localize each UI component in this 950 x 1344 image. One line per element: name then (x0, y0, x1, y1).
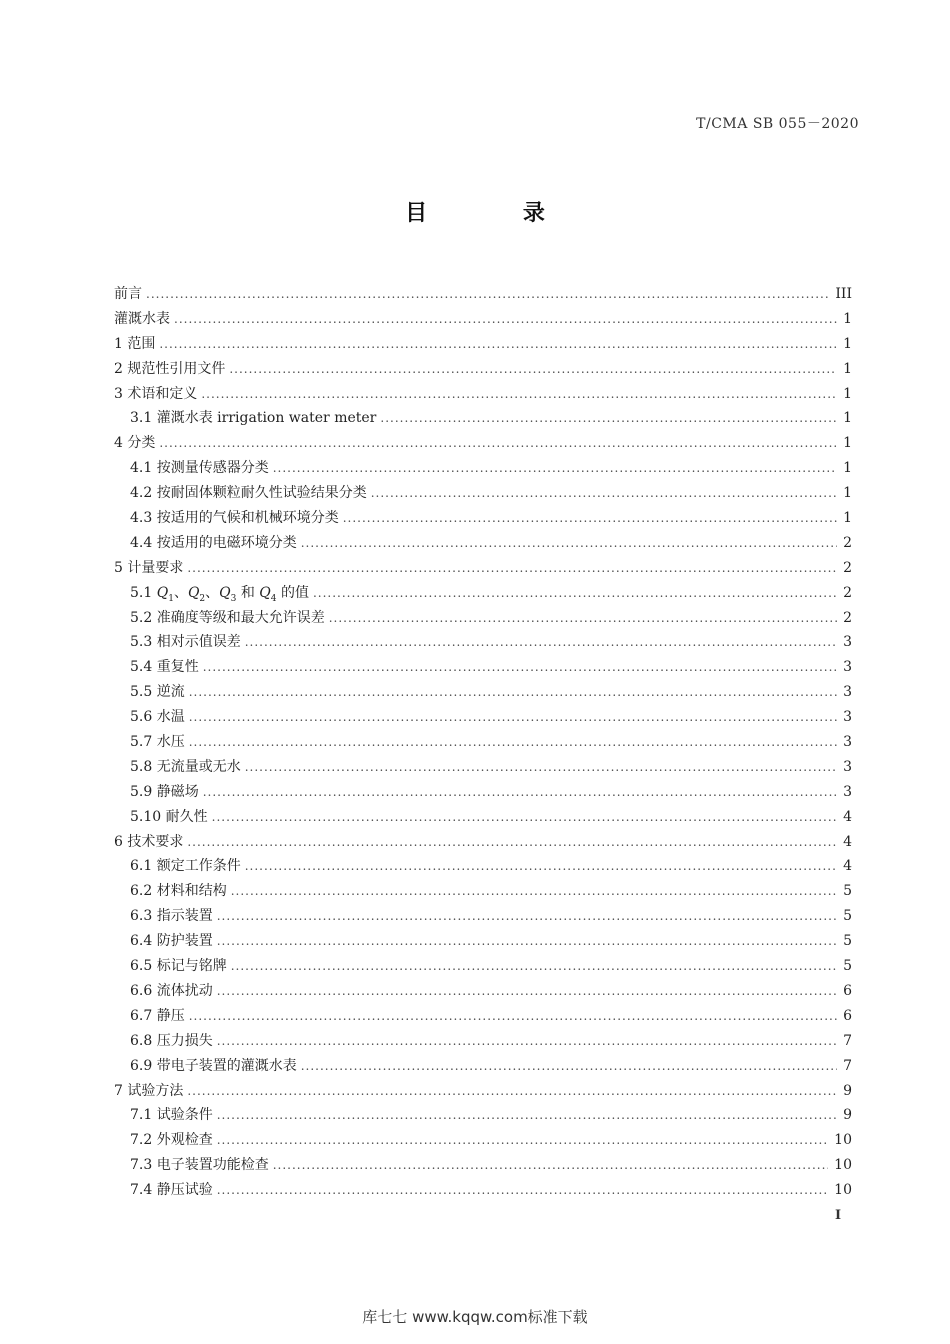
toc-entry[interactable] (114, 307, 852, 332)
toc-leader-dots (313, 581, 837, 606)
toc-entry-page: 9 (843, 1082, 852, 1099)
toc-leader-dots (217, 1103, 837, 1128)
toc-entry-page: 7 (843, 1057, 852, 1074)
toc-entry-page: 4 (843, 833, 852, 850)
toc-entry-label: 6.5 标记与铭牌 (130, 958, 227, 975)
toc-entry-label: 5.2 准确度等级和最大允许误差 (130, 609, 325, 626)
toc-entry[interactable] (114, 1004, 852, 1029)
page-title: 目 录 (405, 201, 589, 226)
toc-entry[interactable] (114, 1054, 852, 1079)
toc-entry[interactable] (114, 1029, 852, 1054)
toc-entry-page: 4 (843, 808, 852, 825)
toc-entry[interactable] (114, 879, 852, 904)
toc-entry-page: 4 (843, 858, 852, 875)
toc-entry[interactable] (114, 904, 852, 929)
toc-entry[interactable] (114, 854, 852, 879)
toc-leader-dots (380, 406, 837, 431)
toc-entry[interactable] (114, 1153, 852, 1178)
toc-entry-page: 1 (843, 335, 852, 352)
toc-entry-label: 7.4 静压试验 (130, 1182, 213, 1199)
toc-entry[interactable] (114, 357, 852, 382)
toc-leader-dots (229, 357, 837, 382)
toc-entry-label: 前言 (114, 286, 142, 302)
toc-entry-label: 6.7 静压 (130, 1007, 185, 1024)
toc-leader-dots (187, 556, 837, 581)
toc-entry-page: 1 (843, 485, 852, 502)
toc-entry-page: 3 (843, 659, 852, 676)
toc-entry-page: 2 (843, 534, 852, 551)
toc-leader-dots (217, 1178, 828, 1203)
toc-entry[interactable] (114, 431, 852, 456)
toc-entry-label: 5.8 无流量或无水 (130, 758, 241, 775)
toc-entry-label: 5.1 $Q_1$、$Q_2$、$Q_3$ 和 $Q_4$ 的值 (130, 584, 309, 604)
toc-leader-dots (231, 954, 837, 979)
toc-entry[interactable] (114, 979, 852, 1004)
toc-entry-page: 3 (843, 709, 852, 726)
toc-leader-dots (203, 655, 837, 680)
toc-leader-dots (189, 730, 837, 755)
toc-entry-page: III (835, 286, 852, 302)
toc-leader-dots (189, 1004, 837, 1029)
toc-entry-label: 6 技术要求 (114, 833, 184, 850)
toc-entry-page: 6 (843, 1007, 852, 1024)
toc-entry-page: 6 (843, 982, 852, 999)
toc-entry[interactable] (114, 655, 852, 680)
toc-entry-label: 4.3 按适用的气候和机械环境分类 (130, 510, 339, 527)
toc-entry-label: 4.4 按适用的电磁环境分类 (130, 534, 297, 551)
toc-entry-label: 灌溉水表 (114, 310, 170, 327)
toc-leader-dots (343, 506, 837, 531)
toc-entry-label: 4.1 按测量传感器分类 (130, 460, 269, 477)
toc-entry-page: 10 (834, 1157, 852, 1174)
toc-entry-page: 3 (843, 783, 852, 800)
toc-leader-dots (273, 1153, 828, 1178)
toc-leader-dots (301, 531, 837, 556)
toc-entry[interactable] (114, 1079, 852, 1104)
toc-entry-label: 6.2 材料和结构 (130, 883, 227, 900)
toc-entry-page: 5 (843, 933, 852, 950)
toc-entry-page: 3 (843, 634, 852, 651)
toc-entry[interactable] (114, 1128, 852, 1153)
toc-entry-page: 1 (843, 385, 852, 402)
toc-leader-dots (217, 979, 837, 1004)
toc-entry-label: 4 分类 (114, 435, 156, 452)
toc-entry-label: 5.7 水压 (130, 734, 185, 751)
toc-entry-label: 7.3 电子装置功能检查 (130, 1157, 269, 1174)
toc-entry-page: 1 (843, 510, 852, 527)
toc-entry-label: 7 试验方法 (114, 1082, 184, 1099)
toc-entry[interactable] (114, 929, 852, 954)
toc-leader-dots (189, 680, 837, 705)
toc-entry-page: 3 (843, 734, 852, 751)
toc-entry-label: 5.9 静磁场 (130, 783, 199, 800)
toc-entry[interactable] (114, 805, 852, 830)
toc-entry-label: 5 计量要求 (114, 559, 184, 576)
toc-entry-page: 1 (843, 310, 852, 327)
toc-leader-dots (189, 705, 837, 730)
toc-entry-page: 5 (843, 883, 852, 900)
toc-entry[interactable] (114, 730, 852, 755)
toc-leader-dots (187, 1079, 837, 1104)
toc-entry-label: 5.3 相对示值误差 (130, 634, 241, 651)
toc-entry[interactable] (114, 954, 852, 979)
toc-entry[interactable] (114, 332, 852, 357)
toc-entry-page: 7 (843, 1032, 852, 1049)
toc-entry[interactable] (114, 755, 852, 780)
toc-entry-page: 2 (843, 609, 852, 626)
toc-entry-page: 1 (843, 360, 852, 377)
toc-entry-page: 1 (843, 435, 852, 452)
toc-entry[interactable] (114, 1178, 852, 1203)
toc-entry-page: 1 (843, 460, 852, 477)
toc-leader-dots (217, 1029, 837, 1054)
toc-leader-dots (159, 431, 837, 456)
toc-entry-label: 6.3 指示装置 (130, 908, 213, 925)
toc-leader-dots (273, 456, 837, 481)
toc-leader-dots (245, 755, 837, 780)
toc-entry-label: 4.2 按耐固体颗粒耐久性试验结果分类 (130, 485, 367, 502)
toc-entry-label: 6.8 压力损失 (130, 1032, 213, 1049)
toc-entry-page: 10 (834, 1182, 852, 1199)
toc-entry[interactable] (114, 456, 852, 481)
toc-entry[interactable] (114, 481, 852, 506)
toc-entry-page: 10 (834, 1132, 852, 1149)
toc-leader-dots (203, 780, 837, 805)
toc-entry[interactable] (114, 282, 852, 307)
toc-leader-dots (231, 879, 837, 904)
toc-leader-dots (371, 481, 837, 506)
toc-leader-dots (217, 929, 837, 954)
toc-leader-dots (301, 1054, 837, 1079)
toc-entry[interactable] (114, 1103, 852, 1128)
toc-entry-page: 3 (843, 758, 852, 775)
toc-entry-page: 5 (843, 908, 852, 925)
toc-entry-label: 5.5 逆流 (130, 684, 185, 701)
toc-leader-dots (187, 830, 837, 855)
toc-entry-label: 5.10 耐久性 (130, 808, 208, 825)
toc-leader-dots (146, 282, 829, 307)
toc-entry-label: 2 规范性引用文件 (114, 360, 226, 377)
table-of-contents (114, 282, 852, 1203)
page-number: I (835, 1208, 842, 1223)
toc-entry-label: 7.2 外观检查 (130, 1132, 213, 1149)
toc-entry-page: 2 (843, 559, 852, 576)
toc-leader-dots (217, 904, 837, 929)
toc-entry-label: 6.9 带电子装置的灌溉水表 (130, 1057, 297, 1074)
toc-entry-label: 6.6 流体扰动 (130, 982, 213, 999)
toc-entry-label: 7.1 试验条件 (130, 1107, 213, 1124)
toc-leader-dots (329, 606, 837, 631)
toc-entry-page: 1 (843, 410, 852, 427)
toc-entry-page: 2 (843, 584, 852, 601)
toc-entry[interactable] (114, 780, 852, 805)
toc-entry-label: 3 术语和定义 (114, 385, 198, 402)
toc-entry[interactable] (114, 581, 852, 606)
toc-leader-dots (245, 630, 837, 655)
toc-leader-dots (212, 805, 837, 830)
toc-entry-label: 5.6 水温 (130, 709, 185, 726)
toc-leader-dots (201, 382, 837, 407)
toc-entry[interactable] (114, 830, 852, 855)
toc-entry[interactable] (114, 556, 852, 581)
toc-entry[interactable] (114, 606, 852, 631)
toc-entry-page: 5 (843, 958, 852, 975)
toc-entry-label: 6.1 额定工作条件 (130, 858, 241, 875)
document-code: T/CMA SB 055－2020 (696, 116, 859, 132)
footer-watermark: 库七七 www.kqqw.com标准下载 (362, 1308, 588, 1326)
toc-leader-dots (159, 332, 837, 357)
toc-entry-label: 6.4 防护装置 (130, 933, 213, 950)
toc-leader-dots (217, 1128, 828, 1153)
toc-entry[interactable] (114, 506, 852, 531)
toc-entry[interactable] (114, 705, 852, 730)
toc-entry[interactable] (114, 382, 852, 407)
toc-entry[interactable] (114, 531, 852, 556)
toc-leader-dots (245, 854, 837, 879)
toc-entry[interactable] (114, 680, 852, 705)
toc-entry[interactable] (114, 630, 852, 655)
toc-entry-label: 3.1 灌溉水表 irrigation water meter (130, 410, 377, 427)
toc-entry[interactable] (114, 406, 852, 431)
toc-entry-label: 1 范围 (114, 335, 156, 352)
toc-entry-page: 9 (843, 1107, 852, 1124)
toc-entry-label: 5.4 重复性 (130, 659, 199, 676)
toc-leader-dots (174, 307, 837, 332)
toc-entry-page: 3 (843, 684, 852, 701)
